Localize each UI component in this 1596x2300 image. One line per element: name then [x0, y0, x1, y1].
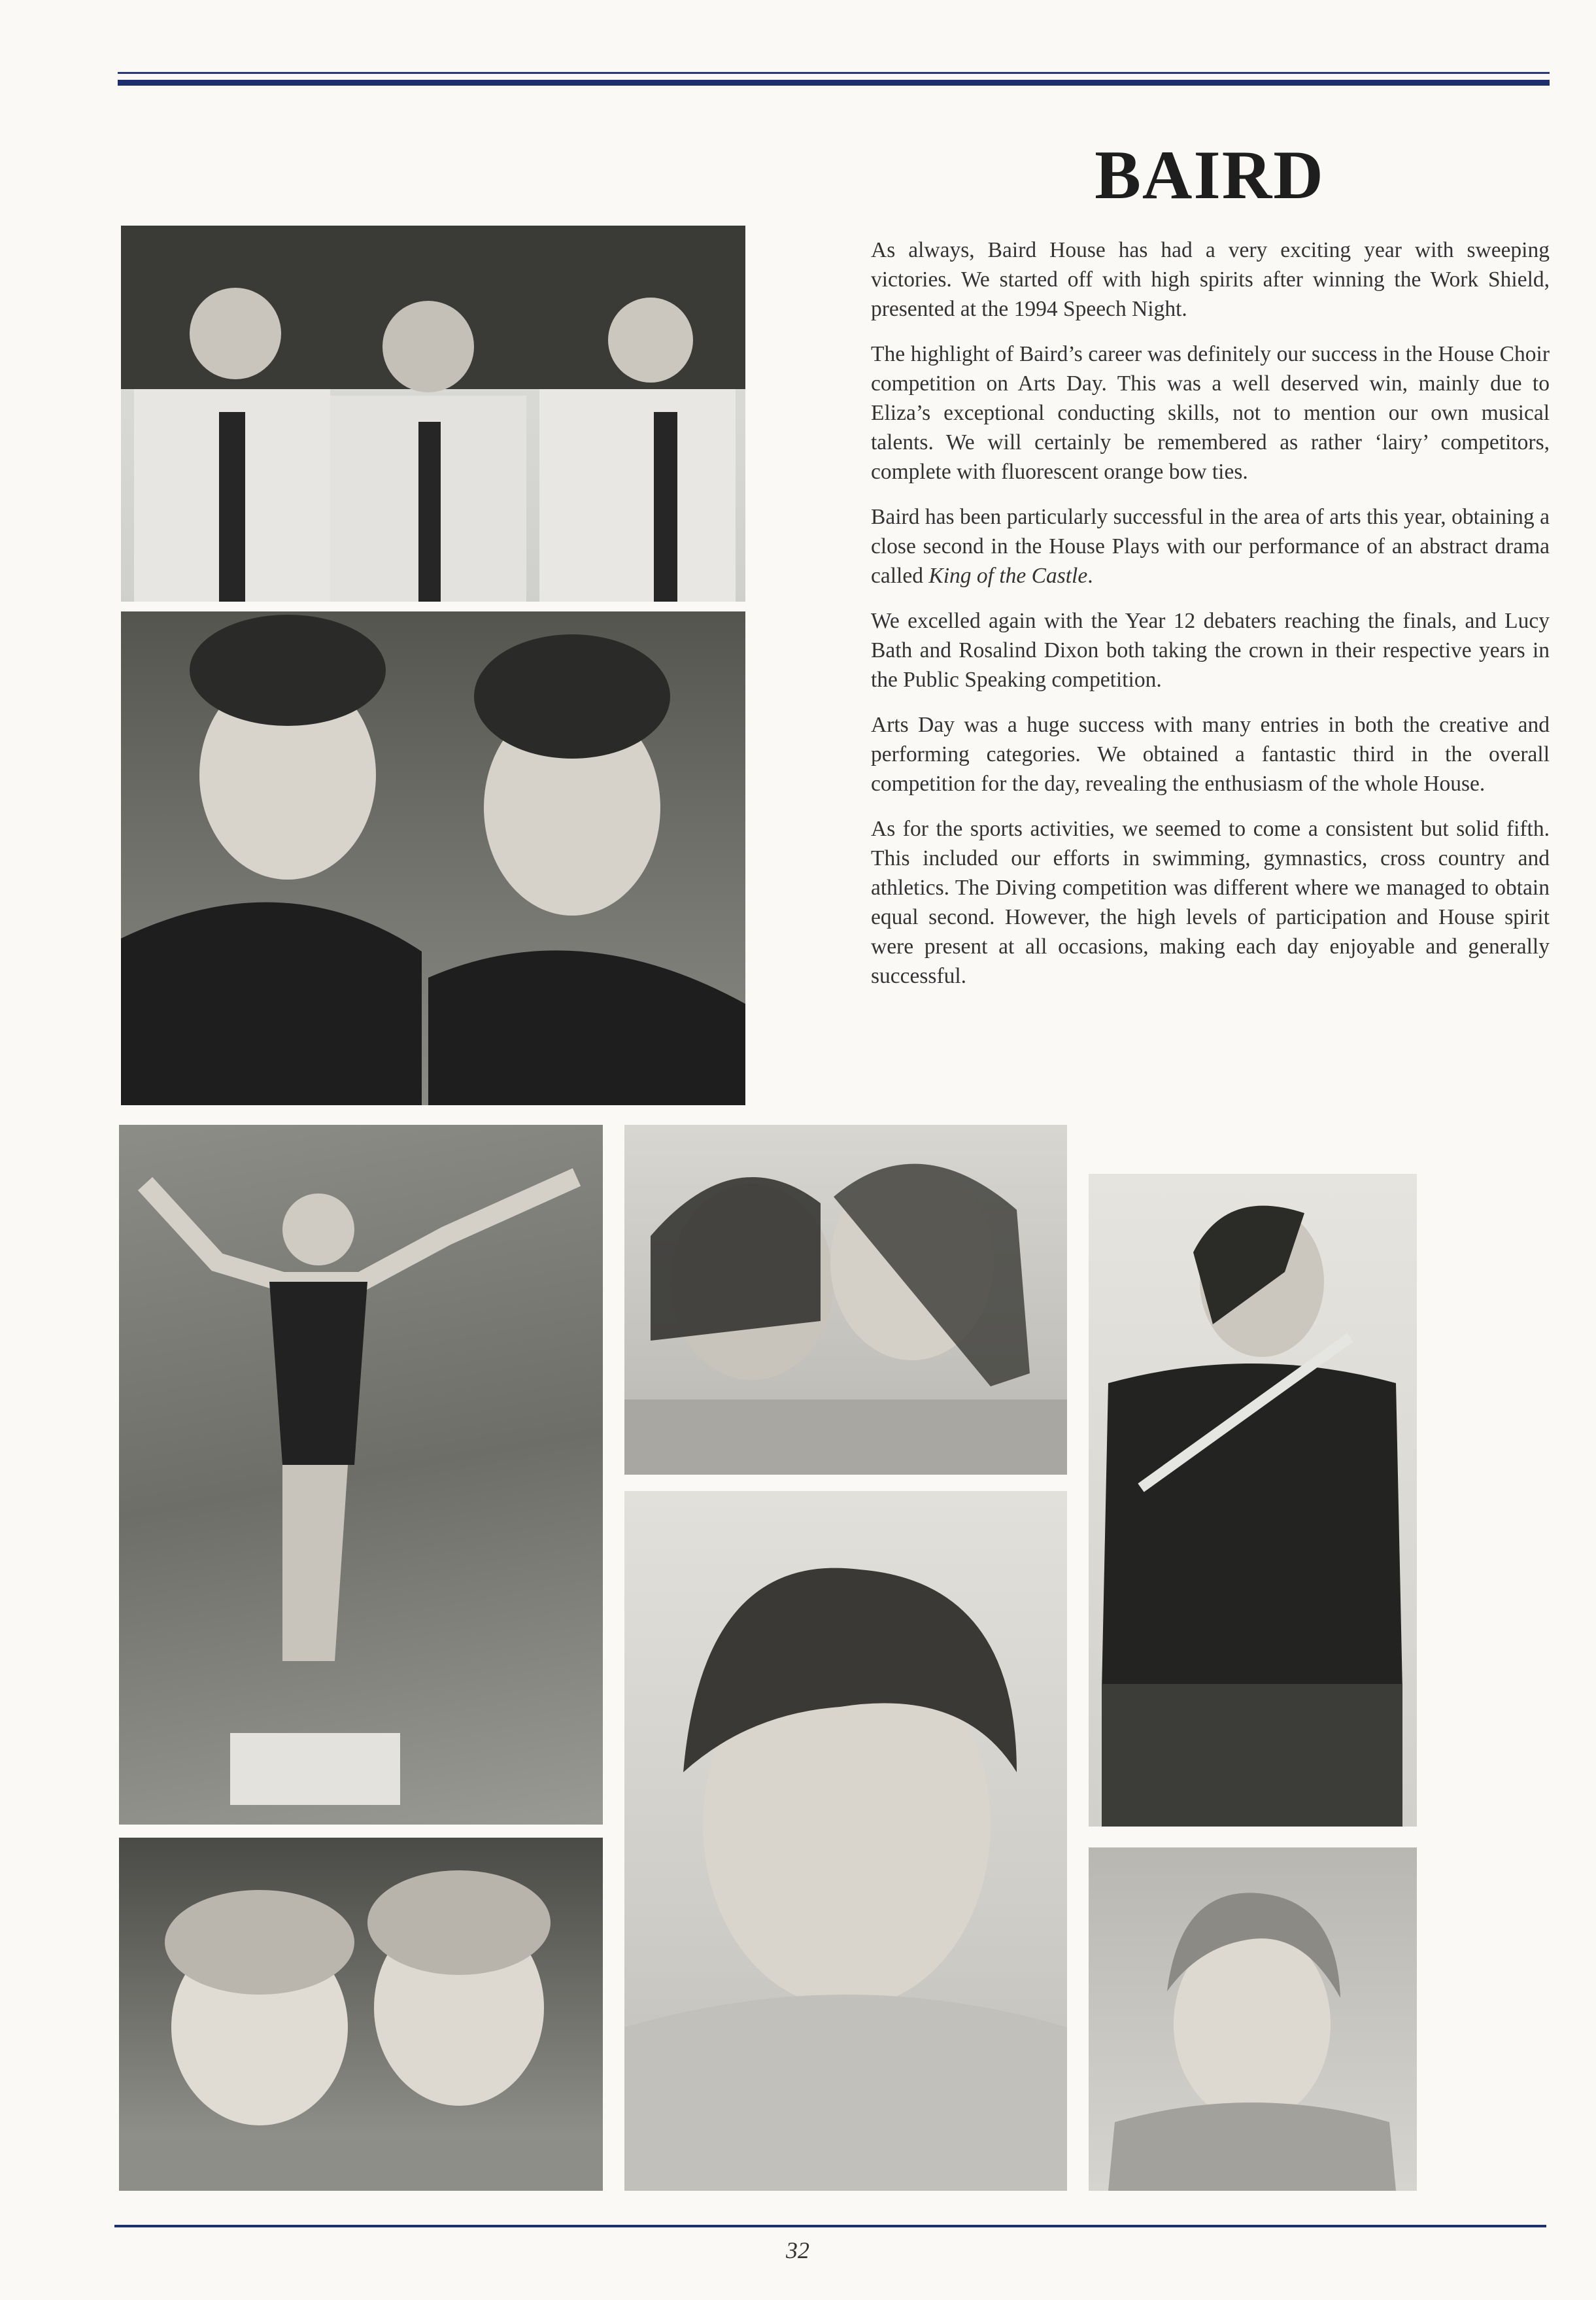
footer-rule — [114, 2225, 1546, 2227]
paragraph-debating: We excelled again with the Year 12 debaters reaching the finals, and Lucy Bath and Rosalind Dixon both taking the crown in their respective years in the Public Speaking competition. — [871, 609, 1550, 692]
page-number: 32 — [786, 2237, 809, 2263]
photo-three-students-uniform — [121, 226, 745, 602]
header-rule-thin — [118, 72, 1550, 74]
paragraph-intro: As always, Baird House has had a very exciting year with sweeping victories. We started off with high spirits after winning the Work Shield, presented at the 1994 Speech Night. — [871, 238, 1550, 321]
paragraph-house-plays: Baird has been particularly successful in the area of arts this year, obtaining a close second in the House Plays with our performance of an abstract drama called King of the Castle. — [871, 505, 1550, 588]
photo-diver — [119, 1125, 603, 1825]
photo-two-girls-smiling — [119, 1838, 603, 2191]
page-title: BAIRD — [1095, 137, 1325, 213]
paragraph-arts-day: Arts Day was a huge success with many entries in both the creative and performing categories. We obtained a fantastic third in the overall competition for the day, revealing the enthusiasm of the whole House. — [871, 713, 1550, 796]
paragraph-sports: As for the sports activities, we seemed to come a consistent but solid fifth. This included our efforts in swimming, gymnastics, cross country and athletics. The Diving competition was different where we managed to obtain equal second. However, the high levels of participation and House spirit were present at all occasions, making each day enjoyable and generally successful. — [871, 817, 1550, 988]
paragraph-house-choir: The highlight of Baird’s career was definitely our success in the House Choir competition on Arts Day. This was a well deserved win, mainly due to Eliza’s exceptional conducting skills, not to mention our own musical talents. We will certainly be remembered as rather ‘lairy’ competitors, complete with fluorescent orange bow ties. — [871, 342, 1550, 484]
photo-two-swimmers — [121, 611, 745, 1105]
photo-girl-short-hair — [1089, 1847, 1417, 2191]
header-rule-thick — [118, 80, 1550, 86]
play-title: King of the Castle — [928, 564, 1088, 588]
photo-girl-closeup — [624, 1491, 1067, 2191]
article-body — [871, 235, 1550, 1006]
photo-flute-player — [1089, 1174, 1417, 1827]
photo-two-girls-together — [624, 1125, 1067, 1475]
